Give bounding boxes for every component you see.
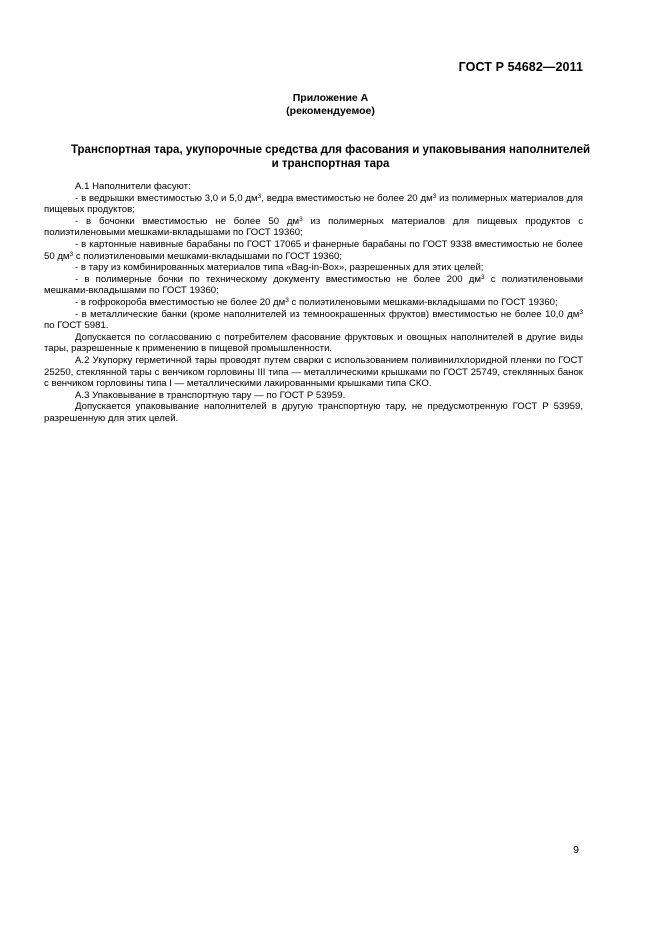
list-item: - в полимерные бочки по техническому документу вместимостью не более 200 $дм^3$ с полиэтиленовыми мешками-вкладышами по ГОСТ 19360;	[44, 273, 583, 297]
page-number: 9	[573, 844, 579, 856]
annex-heading	[0, 92, 661, 118]
annex-title: Приложение А	[292, 92, 369, 104]
document-body	[44, 181, 583, 424]
superscript: 3	[579, 308, 583, 316]
paragraph: А.3 Упаковывание в транспортную тару — по ГОСТ Р 53959.	[75, 389, 346, 401]
superscript: 3	[257, 192, 262, 200]
paragraph: Допускается упаковывание наполнителей в другую транспортную тару, не предусмотренную ГОСТ Р 53959, разрешенную для этих целей.	[44, 401, 583, 424]
paragraph: Допускается по согласованию с потребителем фасование фруктовых и овощных наполнителей в другие виды тары, разрешенные к применению в пищевой промышленности.	[44, 331, 583, 355]
list-item: - в картонные навивные барабаны по ГОСТ 17065 и фанерные барабаны по ГОСТ 9338 вместимостью не более 50 $дм^3$ с полиэтиленовыми мешками-вкладышами по ГОСТ 19360;	[44, 238, 583, 262]
list-item: - в металлические банки (кроме наполнителей из темноокрашенных фруктов) вместимостью не более 10,0 $дм^3$ по ГОСТ 5981.	[44, 308, 583, 332]
document-code: ГОСТ Р 54682—2011	[458, 60, 583, 74]
annex-status: (рекомендуемое)	[286, 105, 375, 117]
section-title-line2: и транспортная тара	[271, 158, 390, 170]
superscript: 3	[299, 215, 303, 223]
section-title-line1: Транспортная тара, укупорочные средства для фасования и упаковывания наполнителей	[70, 144, 591, 156]
superscript: 3	[432, 192, 437, 200]
list-item: - в бочонки вместимостью не более 50 $дм^3$ из полимерных материалов для пищевых продуктов с полиэтиленовыми мешками-вкладышами по ГОСТ 19360;	[44, 215, 583, 239]
superscript: 3	[285, 296, 289, 304]
list-item: - в тару из комбинированных материалов типа «Bag-in-Box», разрешенных для этих целей;	[75, 262, 484, 274]
paragraph: А.2 Укупорку герметичной тары проводят путем сварки с использованием поливинилхлоридной пленки по ГОСТ 25250, стеклянной тары с венчиком горловины III типа — металлическими крышками по ГОСТ 25749, стеклянных банок с венчиком горловины типа I — металлическими лакированными крышками типа СКО.	[44, 354, 583, 390]
superscript: 3	[481, 273, 485, 281]
list-item: - в ведрышки вместимостью 3,0 и 5,0 $дм^3$, ведра вместимостью не более 20 $дм^3$ из полимерных материалов для пищевых продуктов;	[44, 192, 583, 216]
section-title	[60, 143, 601, 171]
paragraph: А.1 Наполнители фасуют:	[75, 181, 191, 192]
list-item: - в гофрокороба вместимостью не более 20 $дм^3$ с полиэтиленовыми мешками-вкладышами по ГОСТ 19360;	[75, 296, 558, 308]
superscript: 3	[69, 250, 74, 258]
